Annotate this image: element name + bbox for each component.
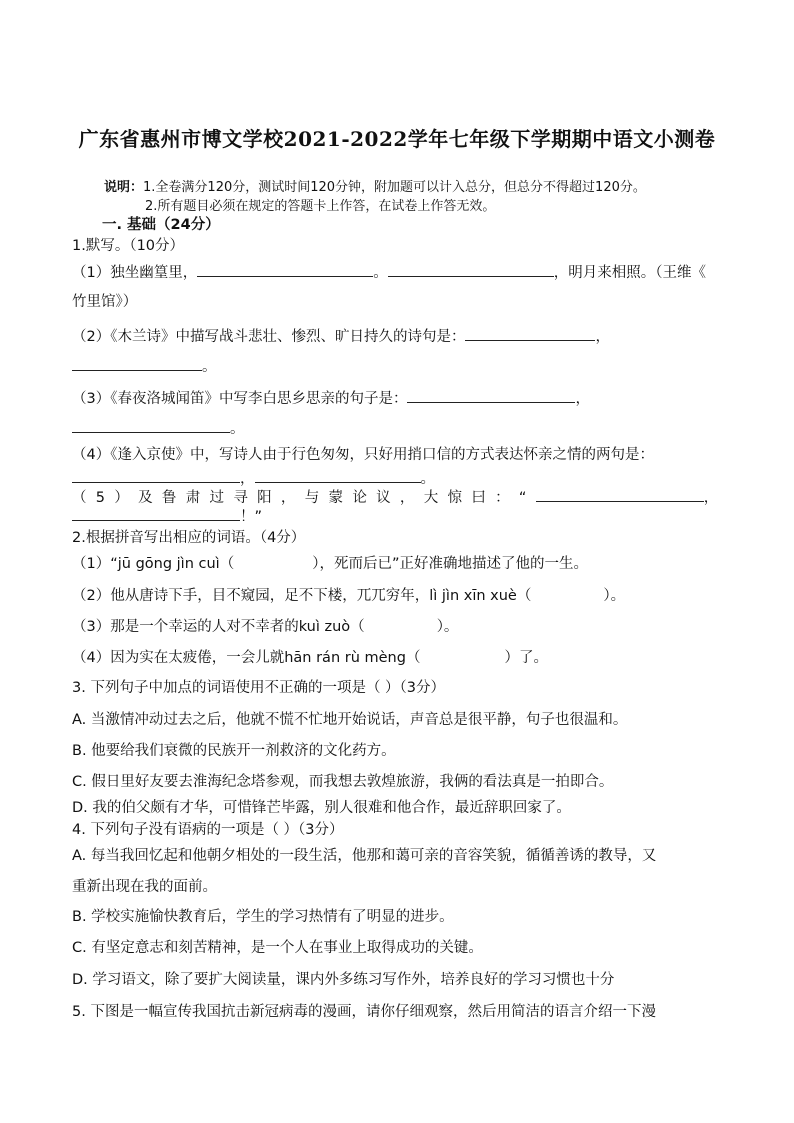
- q1-item-5-cont: ！”: [72, 506, 262, 527]
- q2-item-2: （2）他从唐诗下手，目不窥园，足不下楼，兀兀穷年，lì jìn xīn xuè（ ）。: [72, 588, 626, 604]
- q3-option-d: D. 我的伯父颇有才华，可惜锋芒毕露，别人很难和他合作，最近辞职回家了。: [72, 800, 571, 816]
- q1-item-3: （3）《春夜洛城闻笛》中写李白思乡思亲的句子是： ，: [72, 388, 590, 409]
- q1-item-1-cont: 竹里馆》）: [72, 294, 138, 310]
- instructions-item-2: 2.所有题目必须在规定的答题卡上作答，在试卷上作答无效。: [145, 199, 496, 214]
- q1-item-4-cont: ， 。: [72, 468, 435, 489]
- q1-heading: 1.默写。（10分）: [72, 238, 185, 254]
- q3-heading: 3. 下列句子中加点的词语使用不正确的一项是（ ）（3分）: [72, 680, 446, 696]
- answer-blank[interactable]: [72, 418, 230, 433]
- q2-heading: 2.根据拼音写出相应的词语。（4分）: [72, 530, 306, 546]
- q1-item-1: （1）独坐幽篁里， 。 ，明月来相照。（王维《: [72, 262, 706, 283]
- q4-option-d: D. 学习语文，除了要扩大阅读量，课内外多练习写作外，培养良好的学习习惯也十分: [72, 972, 615, 988]
- answer-blank[interactable]: [465, 326, 595, 341]
- answer-blank[interactable]: [255, 468, 421, 483]
- q3-option-b: B. 他要给我们衰微的民族开一剂救济的文化药方。: [72, 743, 396, 759]
- q4-option-a-cont: 重新出现在我的面前。: [72, 879, 217, 895]
- exam-title: 广东省惠州市博文学校2021-2022学年七年级下学期期中语文小测卷: [78, 127, 716, 151]
- q4-option-b: B. 学校实施愉快教育后，学生的学习热情有了明显的进步。: [72, 909, 454, 925]
- answer-blank[interactable]: [72, 468, 240, 483]
- q3-option-a: A. 当激情冲动过去之后，他就不慌不忙地开始说话，声音总是很平静，句子也很温和。: [72, 712, 628, 728]
- instructions-line-1: [104, 178, 646, 198]
- answer-blank[interactable]: [197, 262, 373, 277]
- q1-item-3-cont: 。: [72, 418, 245, 439]
- instructions-label: 说明：: [104, 180, 144, 195]
- q4-option-a: A. 每当我回忆起和他朝夕相处的一段生活，他那和蔼可亲的音容笑貌，循循善诱的教导，又: [72, 848, 657, 864]
- q2-item-1: （1）“jū gōng jìn cuì（ ），死而后已”正好准确地描述了他的一生。: [72, 556, 588, 572]
- answer-blank[interactable]: [536, 487, 704, 502]
- q2-item-4: （4）因为实在太疲倦，一会儿就hān rán rù mèng（ ）了。: [72, 650, 548, 666]
- section-heading-basics: 一. 基础（24分）: [102, 217, 220, 233]
- q4-option-c: C. 有坚定意志和刻苦精神，是一个人在事业上取得成功的关键。: [72, 940, 483, 956]
- q5-heading: 5. 下图是一幅宣传我国抗击新冠病毒的漫画，请你仔细观察，然后用简洁的语言介绍一下漫: [72, 1004, 656, 1020]
- answer-blank[interactable]: [407, 388, 575, 403]
- answer-blank[interactable]: [72, 506, 240, 521]
- q1-item-5: （5）及鲁肃过寻阳，与蒙论议，大惊曰：“ ，: [72, 487, 718, 508]
- q1-item-4: （4）《逢入京使》中，写诗人由于行色匆匆，只好用捎口信的方式表达怀亲之情的两句是：: [72, 447, 654, 463]
- q1-item-2: （2）《木兰诗》中描写战斗悲壮、惨烈、旷日持久的诗句是： ，: [72, 326, 610, 347]
- q3-option-c: C. 假日里好友要去淮海纪念塔参观，而我想去敦煌旅游，我俩的看法真是一拍即合。: [72, 774, 614, 790]
- answer-blank[interactable]: [72, 356, 202, 371]
- q1-item-2-cont: 。: [72, 356, 217, 377]
- answer-blank[interactable]: [388, 262, 554, 277]
- q4-heading: 4. 下列句子没有语病的一项是（ ）（3分）: [72, 822, 344, 838]
- instructions-item-1: 1.全卷满分120分，测试时间120分钟，附加题可以计入总分，但总分不得超过120分。: [143, 180, 646, 195]
- q2-item-3: （3）那是一个幸运的人对不幸者的kuì zuò（ ）。: [72, 619, 459, 635]
